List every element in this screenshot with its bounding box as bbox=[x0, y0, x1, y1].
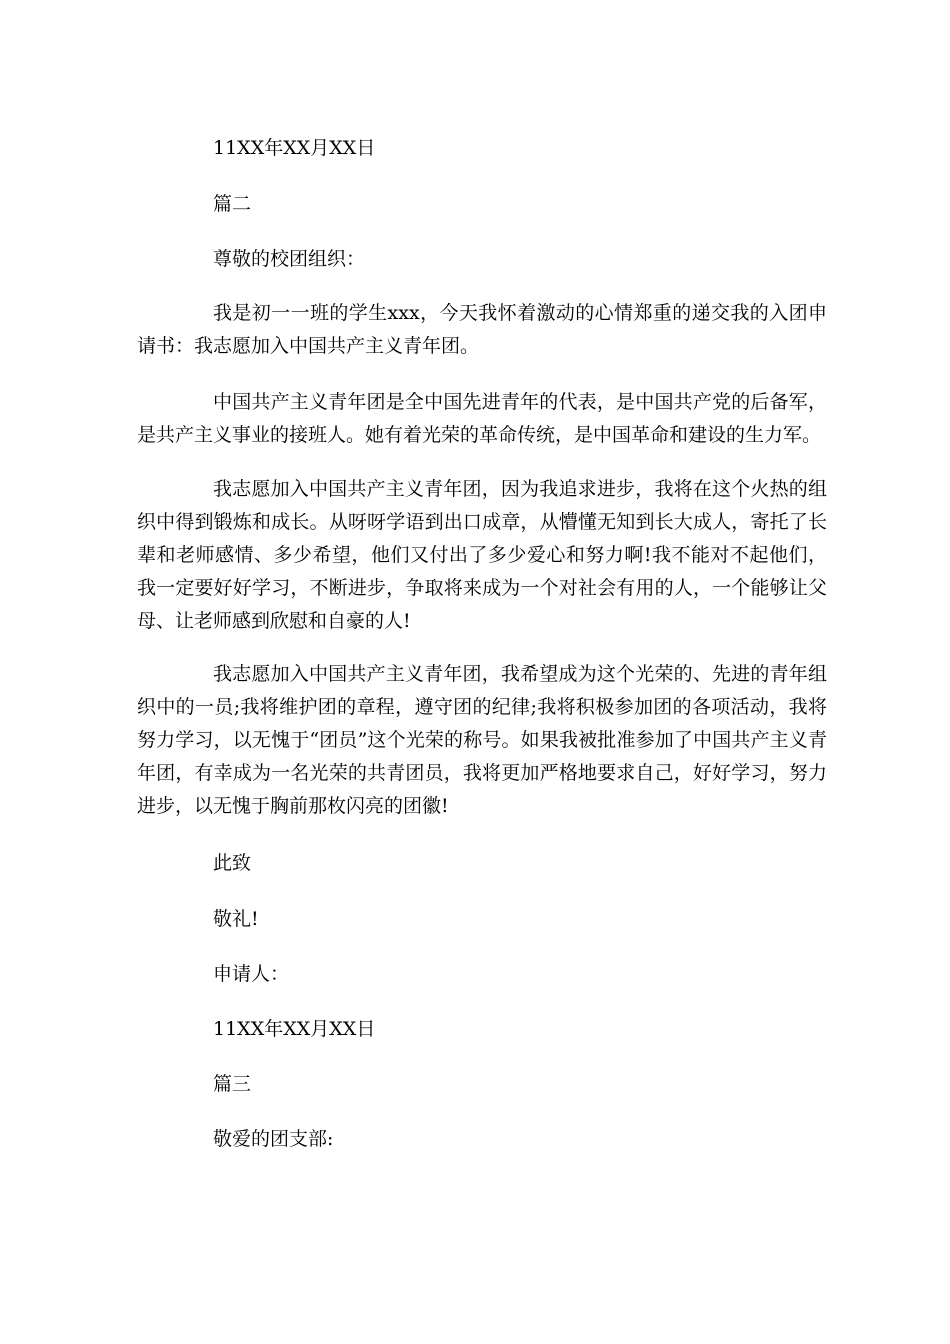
salutation-2: 尊敬的校团组织： bbox=[213, 248, 366, 270]
paragraph-3: 我志愿加入中国共产主义青年团，因为我追求进步，我将在这个火热的组织中得到锻炼和成长。从呀呀学语到出口成章，从懵懂无知到长大成人，寄托了长辈和老师感情、多少希望，他们又付出了多少爱心和努力啊!我不能对不起他们，我一定要好好学习，不断进步，争取将来成为一个对社会有用的人，一个能够让父母、让老师感到欣慰和自豪的人! bbox=[137, 478, 827, 632]
paragraph-4: 我志愿加入中国共产主义青年团，我希望成为这个光荣的、先进的青年组织中的一员;我将维护团的章程，遵守团的纪律;我将积极参加团的各项活动，我将努力学习，以无愧于“团员”这个光荣的称号。如果我被批准参加了中国共产主义青年团，有幸成为一名光荣的共青团员，我将更加严格地要求自己，好好学习，努力进步，以无愧于胸前那枚闪亮的团徽! bbox=[137, 663, 827, 817]
applicant-line: 申请人： bbox=[213, 963, 290, 985]
paragraph-2: 中国共产主义青年团是全中国先进青年的代表，是中国共产党的后备军，是共产主义事业的接班人。她有着光荣的革命传统，是中国革命和建设的生力军。 bbox=[137, 391, 827, 446]
paragraph-1: 我是初一一班的学生xxx，今天我怀着激动的心情郑重的递交我的入团申请书：我志愿加入中国共产主义青年团。 bbox=[137, 302, 827, 357]
date-line-2: 11XX年XX月XX日 bbox=[213, 1018, 376, 1040]
salutation-3: 敬爱的团支部: bbox=[213, 1128, 334, 1150]
section-heading-2: 篇二 bbox=[213, 193, 252, 215]
closing-line-1: 此致 bbox=[213, 852, 252, 874]
date-line: 11XX年XX月XX日 bbox=[213, 137, 376, 159]
section-heading-3: 篇三 bbox=[213, 1073, 252, 1095]
closing-line-2: 敬礼! bbox=[213, 908, 259, 930]
